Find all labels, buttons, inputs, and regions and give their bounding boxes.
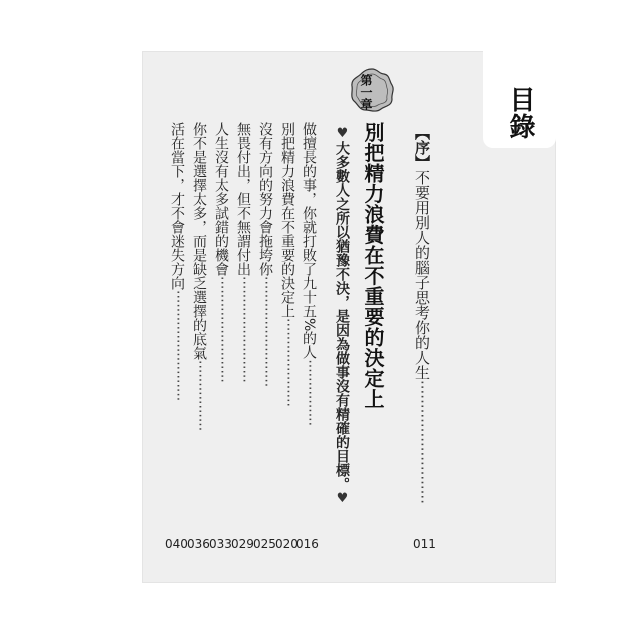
heart-icon: ♥ (335, 491, 350, 506)
toc-entry (302, 122, 316, 530)
entry-title: 沒有方向的努力會拖垮你 (257, 122, 273, 276)
leader-dots: ‧‧‧‧‧‧‧‧‧‧‧‧‧‧‧‧‧‧‧‧ (279, 318, 295, 408)
preface-bracket: 【序】 (413, 125, 431, 170)
entry-page-number: 040 (165, 537, 188, 551)
toc-entry (258, 122, 272, 530)
leader-dots: ‧‧‧‧‧‧‧‧‧‧‧‧‧‧‧‧‧‧‧‧‧‧‧‧ (235, 276, 251, 383)
heart-icon: ♥ (335, 126, 350, 141)
leader-dots: ‧‧‧‧‧‧‧‧‧‧‧‧‧‧‧‧‧‧‧‧‧‧‧‧‧ (169, 290, 185, 402)
toc-entry (192, 122, 206, 530)
leader-dots: ‧‧‧‧‧‧‧‧‧‧‧‧‧‧‧‧ (191, 360, 207, 432)
entry-page-number: 036 (187, 537, 210, 551)
entry-page-number: 029 (231, 537, 254, 551)
preface-title: 不要用別人的腦子思考你的人生 (413, 170, 431, 380)
chapter-subtitle-text: 大多數人之所以猶豫不決，是因為做事沒有精確的目標。 (334, 141, 350, 491)
entry-title: 你不是選擇太多，而是缺乏選擇的底氣 (191, 122, 207, 360)
chapter-badge-label: 第一章 (359, 74, 373, 110)
toc-entry (214, 122, 228, 530)
entry-title: 活在當下，才不會迷失方向 (169, 122, 185, 290)
contents-heading: 目錄 (505, 86, 535, 140)
entry-title: 人生沒有太多試錯的機會 (213, 122, 229, 276)
entry-title: 無畏付出，但不無謂付出 (235, 122, 251, 276)
entry-title: 別把精力浪費在不重要的決定上 (279, 122, 295, 318)
leader-dots: ‧‧‧‧‧‧‧‧‧‧‧‧‧‧‧ (301, 359, 317, 427)
chapter-subtitle (335, 126, 349, 506)
entry-page-number: 016 (296, 537, 319, 551)
leader-dots: ‧‧‧‧‧‧‧‧‧‧‧‧‧‧‧‧‧‧‧‧‧‧‧‧ (213, 276, 229, 383)
leader-dots: ‧‧‧‧‧‧‧‧‧‧‧‧‧‧‧‧‧‧‧‧‧‧‧‧‧‧ (413, 380, 431, 504)
preface-page-number: 011 (413, 537, 436, 551)
toc-entry (236, 122, 250, 530)
entry-page-number: 033 (209, 537, 232, 551)
entry-page-number: 020 (275, 537, 298, 551)
toc-entry (170, 122, 184, 530)
preface-entry (414, 125, 429, 545)
chapter-title: 別把精力浪費在不重要的決定上 (361, 122, 385, 409)
entry-title: 做擅長的事，你就打敗了九十五%的人 (301, 122, 317, 360)
leader-dots: ‧‧‧‧‧‧‧‧‧‧‧‧‧‧‧‧‧‧‧‧‧‧‧‧‧ (257, 276, 273, 388)
entry-page-number: 025 (253, 537, 276, 551)
toc-entry (280, 122, 294, 530)
